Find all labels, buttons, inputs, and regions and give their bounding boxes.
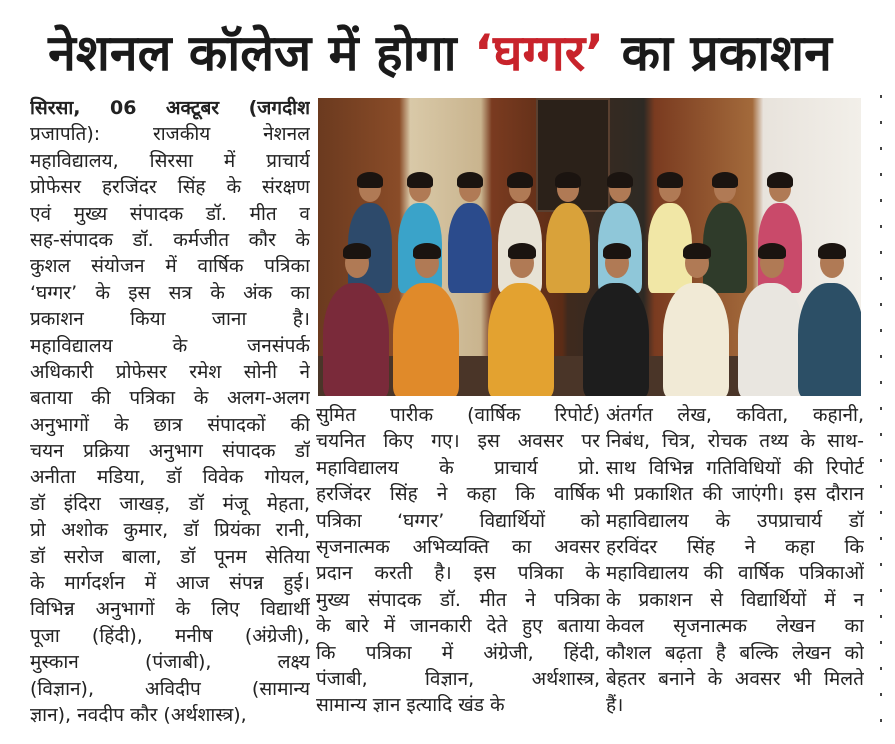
headline-part: नेशनल कॉलेज में होगा: [48, 24, 474, 82]
article-line: पत्रिका ‘घग्गर’ विद्यार्थियों को: [316, 509, 600, 532]
article-line: अनीता मडिया, डॉ विवेक गोयल,: [30, 466, 310, 489]
article-line: सृजनात्मक अभिव्यक्ति का अवसर: [316, 535, 600, 558]
article-line: अंतर्गत लेख, कविता, कहानी,: [606, 404, 864, 426]
person-hair: [607, 172, 633, 188]
article-line: कुशल संयोजन में वार्षिक पत्रिका: [30, 255, 310, 278]
article-line: प्रोफेसर हरजिंदर सिंह के संरक्षण: [30, 176, 310, 199]
article-line: सुमित पारीक (वार्षिक रिपोर्ट): [316, 404, 600, 426]
person-standing: [448, 203, 492, 293]
article-line: मुख्य संपादक डॉ. मीत ने पत्रिका: [316, 588, 600, 611]
person-hair: [508, 243, 536, 259]
person-hair: [818, 243, 846, 259]
dateline-text: सिरसा, 06 अक्टूबर (जगदीश: [30, 97, 310, 119]
article-line: केवल सृजनात्मक लेखन का: [606, 615, 864, 638]
person-hair: [343, 243, 371, 259]
article-line: चयन प्रक्रिया अनुभाग संपादक डॉ: [30, 440, 310, 463]
article-line: ज्ञान), नवदीप कौर (अर्थशास्त्र),: [30, 703, 247, 726]
article-line: प्रो अशोक कुमार, डॉ प्रियंका रानी,: [30, 519, 310, 542]
person-hair: [767, 172, 793, 188]
article-line: कौशल बढ़ता है बल्कि लेखन को: [606, 641, 864, 664]
headline: [12, 20, 868, 86]
person-seated: [583, 283, 649, 396]
person-hair: [758, 243, 786, 259]
article-line: महाविद्यालय की वार्षिक पत्रिकाओं: [606, 562, 864, 585]
article-line: हैं।: [606, 694, 624, 717]
person-hair: [457, 172, 483, 188]
article-line: पूजा (हिंदी), मनीष (अंग्रेजी),: [30, 624, 310, 647]
headline-part: का प्रकाशन: [604, 24, 832, 82]
article-line: अधिकारी प्रोफेसर रमेश सोनी ने: [30, 360, 310, 383]
person-hair: [357, 172, 383, 188]
article-line: पंजाबी, विज्ञान, अर्थशास्त्र,: [316, 667, 600, 690]
article-line: सामान्य ज्ञान इत्यादि खंड के: [316, 694, 505, 717]
person-seated: [738, 283, 804, 396]
article-line: सह-संपादक डॉ. कर्मजीत कौर के: [30, 228, 310, 251]
article-line: साथ विभिन्न गतिविधियों की रिपोर्ट: [606, 456, 864, 479]
article-column-2: [316, 402, 600, 719]
article-line: एवं मुख्य संपादक डॉ. मीत व: [30, 202, 310, 225]
article-line: ‘घग्गर’ के इस सत्र के अंक का: [30, 281, 310, 304]
article-line: बेहतर बनाने के अवसर भी मिलते: [606, 667, 864, 690]
dateline: [30, 95, 310, 121]
person-seated: [663, 283, 729, 396]
article-line: प्रजापति): राजकीय नेशनल: [30, 123, 310, 146]
person-seated: [488, 283, 554, 396]
page-edge-strip: [880, 95, 882, 740]
person-hair: [712, 172, 738, 188]
article-line: निबंध, चित्र, रोचक तथ्य के साथ-: [606, 430, 864, 453]
group-photo: [318, 98, 861, 396]
person-hair: [657, 172, 683, 188]
article-line: महाविद्यालय के प्राचार्य प्रो.: [316, 456, 600, 479]
person-hair: [683, 243, 711, 259]
article-column-1: [30, 95, 310, 728]
article-line: के बारे में जानकारी देते हुए बताया: [316, 615, 600, 638]
article-line: डॉ इंदिरा जाखड़, डॉ मंजू मेहता,: [30, 492, 310, 515]
headline-highlight: ‘घग्गर’: [473, 24, 605, 82]
article-line: महाविद्यालय के उपप्राचार्य डॉ: [606, 509, 864, 532]
article-line: डॉ सरोज बाला, डॉ पूनम सेतिया: [30, 545, 310, 568]
article-line: विभिन्न अनुभागों के लिए विद्यार्थी: [30, 598, 310, 621]
article-line: चयनित किए गए। इस अवसर पर: [316, 430, 600, 453]
person-hair: [507, 172, 533, 188]
article-line: हरविंदर सिंह ने कहा कि: [606, 535, 864, 558]
person-seated: [798, 283, 861, 396]
article-line: प्रदान करती है। इस पत्रिका के: [316, 562, 600, 585]
person-hair: [603, 243, 631, 259]
article-line: भी प्रकाशित की जाएंगी। इस दौरान: [606, 483, 864, 506]
article-line: बताया की पत्रिका के अलग-अलग: [30, 387, 310, 410]
person-hair: [413, 243, 441, 259]
article-line: महाविद्यालय, सिरसा में प्राचार्य: [30, 149, 310, 172]
person-hair: [555, 172, 581, 188]
article-line: प्रकाशन किया जाना है।: [30, 308, 310, 331]
person-standing: [546, 203, 590, 293]
article-line: अनुभागों के छात्र संपादकों की: [30, 413, 310, 436]
article-line: के मार्गदर्शन में आज संपन्न हुई।: [30, 572, 310, 595]
article-line: मुस्कान (पंजाबी), लक्ष्य: [30, 651, 310, 674]
article-column-3: [606, 402, 864, 719]
article-line: (विज्ञान), अविदीप (सामान्य: [30, 677, 310, 700]
article-line: कि पत्रिका में अंग्रेजी, हिंदी,: [316, 641, 600, 664]
article-line: के प्रकाशन से विद्यार्थियों में न: [606, 588, 864, 611]
person-hair: [407, 172, 433, 188]
person-seated: [393, 283, 459, 396]
article-line: हरजिंदर सिंह ने कहा कि वार्षिक: [316, 483, 600, 506]
person-seated: [323, 283, 389, 396]
article-line: महाविद्यालय के जनसंपर्क: [30, 334, 310, 357]
headline-text: [48, 20, 832, 86]
